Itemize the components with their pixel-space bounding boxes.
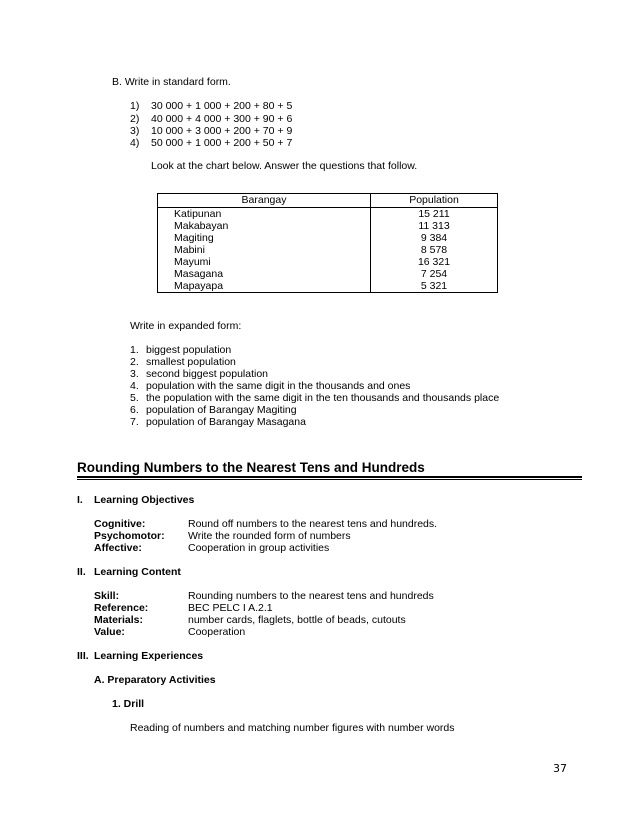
- field-label: Skill:: [94, 590, 120, 602]
- section-title-content: Learning Content: [94, 566, 181, 578]
- list-item-text: population of Barangay Masagana: [146, 416, 306, 428]
- section-b-title: B. Write in standard form.: [112, 76, 231, 88]
- field-label: Psychomotor:: [94, 530, 165, 542]
- subsection-drill: 1. Drill: [112, 698, 145, 710]
- table-cell: Mabini: [174, 244, 205, 256]
- field-value: Write the rounded form of numbers: [188, 530, 351, 542]
- list-item-number: 3): [130, 125, 140, 137]
- list-item-number: 4.: [130, 380, 139, 392]
- table-cell: 11 313: [418, 220, 450, 232]
- field-value: Rounding numbers to the nearest tens and hundreds: [188, 590, 434, 602]
- list-item-number: 1): [130, 100, 140, 112]
- field-label: Cognitive:: [94, 518, 146, 530]
- field-label: Reference:: [94, 602, 149, 614]
- field-label: Value:: [94, 626, 125, 638]
- field-value: Cooperation in group activities: [188, 542, 330, 554]
- list-item-text: population of Barangay Magiting: [146, 404, 297, 416]
- barangay-column: [158, 208, 371, 293]
- lesson-heading: Rounding Numbers to the Nearest Tens and Hundreds: [77, 460, 425, 475]
- field-value: Cooperation: [188, 626, 246, 638]
- page-number: 37: [553, 762, 567, 775]
- table-cell: 16 321: [417, 256, 451, 268]
- list-item-text: second biggest population: [146, 368, 269, 380]
- list-item-number: 5.: [130, 392, 139, 404]
- heading-rule-thin: [77, 479, 582, 480]
- table-cell: Mayumi: [174, 256, 211, 268]
- table-cell: Katipunan: [174, 208, 222, 220]
- field-value: BEC PELC I A.2.1: [188, 602, 273, 614]
- expanded-form-title: Write in expanded form:: [130, 320, 242, 332]
- column-header-barangay: Barangay: [158, 194, 371, 208]
- list-item-text: 50 000 + 1 000 + 200 + 50 + 7: [151, 137, 293, 149]
- list-item-number: 4): [130, 137, 140, 149]
- list-item-text: 10 000 + 3 000 + 200 + 70 + 9: [151, 125, 293, 137]
- section-numeral: II.: [77, 566, 86, 578]
- field-label: Materials:: [94, 614, 144, 626]
- field-label: Affective:: [94, 542, 142, 554]
- list-item-text: smallest population: [146, 356, 236, 368]
- table-cell: 5 321: [420, 280, 448, 292]
- table-cell: Magiting: [174, 232, 214, 244]
- list-item-number: 2): [130, 113, 140, 125]
- table-cell: 15 211: [418, 208, 450, 220]
- chart-instruction: Look at the chart below. Answer the questions that follow.: [151, 160, 418, 172]
- section-numeral: I.: [77, 494, 83, 506]
- table-cell: Mapayapa: [174, 280, 224, 292]
- drill-text: Reading of numbers and matching number figures with number words: [130, 722, 455, 734]
- list-item-number: 1.: [130, 344, 139, 356]
- section-title-objectives: Learning Objectives: [94, 494, 195, 506]
- population-column: [371, 208, 498, 293]
- population-table: [157, 193, 498, 293]
- list-item-text: the population with the same digit in the ten thousands and thousands place: [146, 392, 500, 404]
- heading-rule: [77, 476, 582, 478]
- table-cell: 9 384: [420, 232, 448, 244]
- section-numeral: III.: [77, 650, 89, 662]
- column-header-population: Population: [371, 194, 498, 208]
- subsection-preparatory: A. Preparatory Activities: [94, 674, 216, 686]
- section-title-experiences: Learning Experiences: [94, 650, 204, 662]
- table-cell: 7 254: [420, 268, 448, 280]
- field-value: number cards, flaglets, bottle of beads, cutouts: [188, 614, 406, 626]
- table-cell: Masagana: [174, 268, 224, 280]
- list-item-number: 6.: [130, 404, 139, 416]
- list-item-number: 7.: [130, 416, 139, 428]
- list-item-text: biggest population: [146, 344, 232, 356]
- list-item-text: population with the same digit in the thousands and ones: [146, 380, 411, 392]
- list-item-number: 2.: [130, 356, 139, 368]
- list-item-text: 30 000 + 1 000 + 200 + 80 + 5: [151, 100, 293, 112]
- table-cell: Makabayan: [174, 220, 229, 232]
- list-item-number: 3.: [130, 368, 139, 380]
- list-item-text: 40 000 + 4 000 + 300 + 90 + 6: [151, 113, 293, 125]
- field-value: Round off numbers to the nearest tens and hundreds.: [188, 518, 438, 530]
- table-cell: 8 578: [420, 244, 448, 256]
